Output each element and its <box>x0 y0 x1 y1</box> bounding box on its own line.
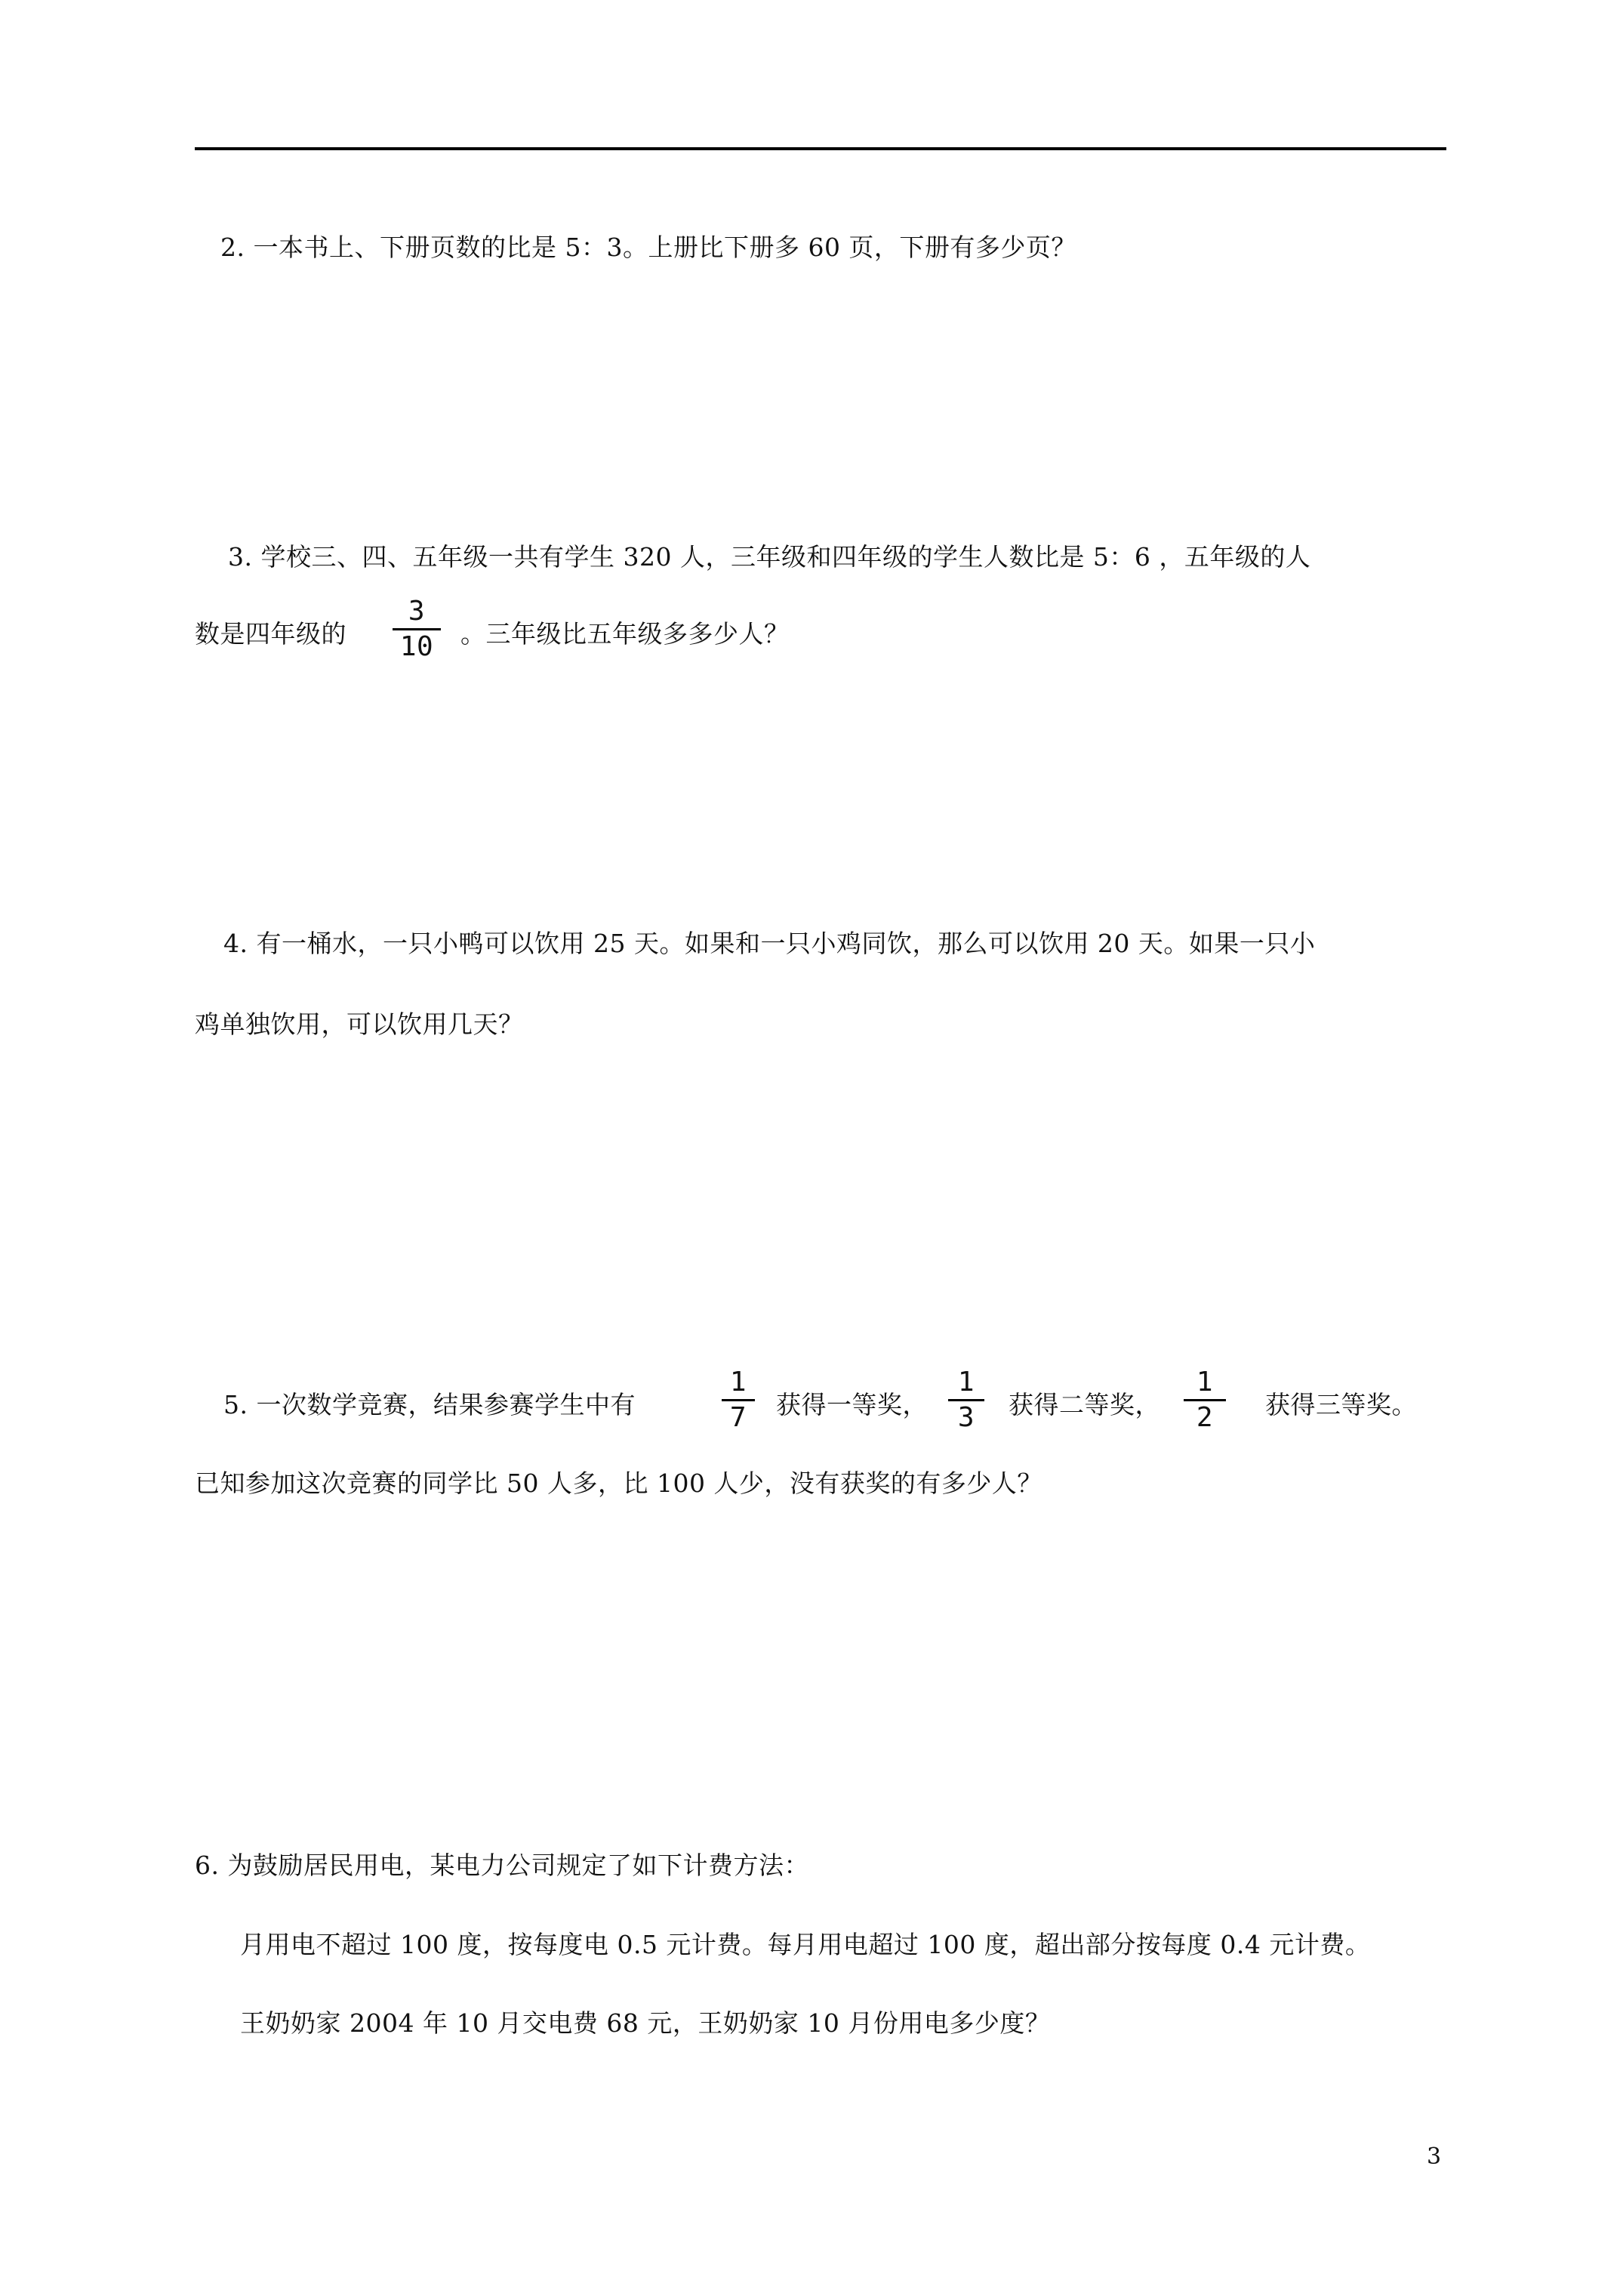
question-2-text: 2. 一本书上、下册页数的比是 5：3。上册比下册多 60 页，下册有多少页？ <box>220 233 1076 262</box>
fraction-three-tenths <box>393 596 441 662</box>
question-5-line1 <box>223 1367 1469 1435</box>
question-6-line2: 月用电不超过 100 度，按每度电 0.5 元计费。每月用电超过 100 度，超出部分按每度 0.4 元计费。 <box>240 1930 1371 1959</box>
question-3-line2 <box>195 596 950 664</box>
question-5-line1-start: 5. 一次数学竞赛，结果参赛学生中有 <box>223 1390 636 1419</box>
fraction-numerator: 3 <box>408 596 426 627</box>
fraction-one-seventh <box>722 1367 755 1433</box>
fraction-denominator: 3 <box>957 1402 975 1433</box>
question-6-line3: 王奶奶家 2004 年 10 月交电费 68 元，王奶奶家 10 月份用电多少度？ <box>240 2008 1051 2038</box>
question-5-second-prize: 获得二等奖， <box>1009 1390 1160 1419</box>
question-3-line2-before: 数是四年级的 <box>195 619 346 649</box>
fraction-bar <box>722 1399 755 1401</box>
question-5-line2: 已知参加这次竞赛的同学比 50 人多，比 100 人少，没有获奖的有多少人？ <box>195 1469 1042 1498</box>
page-number: 3 <box>1427 2143 1442 2170</box>
fraction-one-half <box>1184 1367 1226 1433</box>
question-3-line1: 3. 学校三、四、五年级一共有学生 320 人，三年级和四年级的学生人数比是 5：6 ，五年级的人 <box>228 542 1311 572</box>
question-4-line2: 鸡单独饮用，可以饮用几天？ <box>195 1009 524 1039</box>
question-5-first-prize: 获得一等奖， <box>776 1390 928 1419</box>
fraction-bar <box>1184 1399 1226 1401</box>
fraction-numerator: 1 <box>957 1367 975 1398</box>
question-3-line2-after: 。三年级比五年级多多少人？ <box>460 619 790 649</box>
fraction-denominator: 2 <box>1196 1402 1214 1433</box>
question-5-third-prize: 获得三等奖。 <box>1265 1390 1417 1419</box>
question-4-line1: 4. 有一桶水，一只小鸭可以饮用 25 天。如果和一只小鸡同饮，那么可以饮用 20 天。如果一只小 <box>223 929 1316 958</box>
fraction-one-third <box>948 1367 984 1433</box>
header-rule <box>195 147 1446 150</box>
fraction-numerator: 1 <box>1196 1367 1214 1398</box>
fraction-bar <box>948 1399 984 1401</box>
fraction-denominator: 7 <box>729 1402 747 1433</box>
fraction-denominator: 10 <box>399 631 434 662</box>
fraction-numerator: 1 <box>729 1367 747 1398</box>
fraction-bar <box>393 628 441 630</box>
question-6-line1: 6. 为鼓励居民用电，某电力公司规定了如下计费方法： <box>195 1851 809 1880</box>
